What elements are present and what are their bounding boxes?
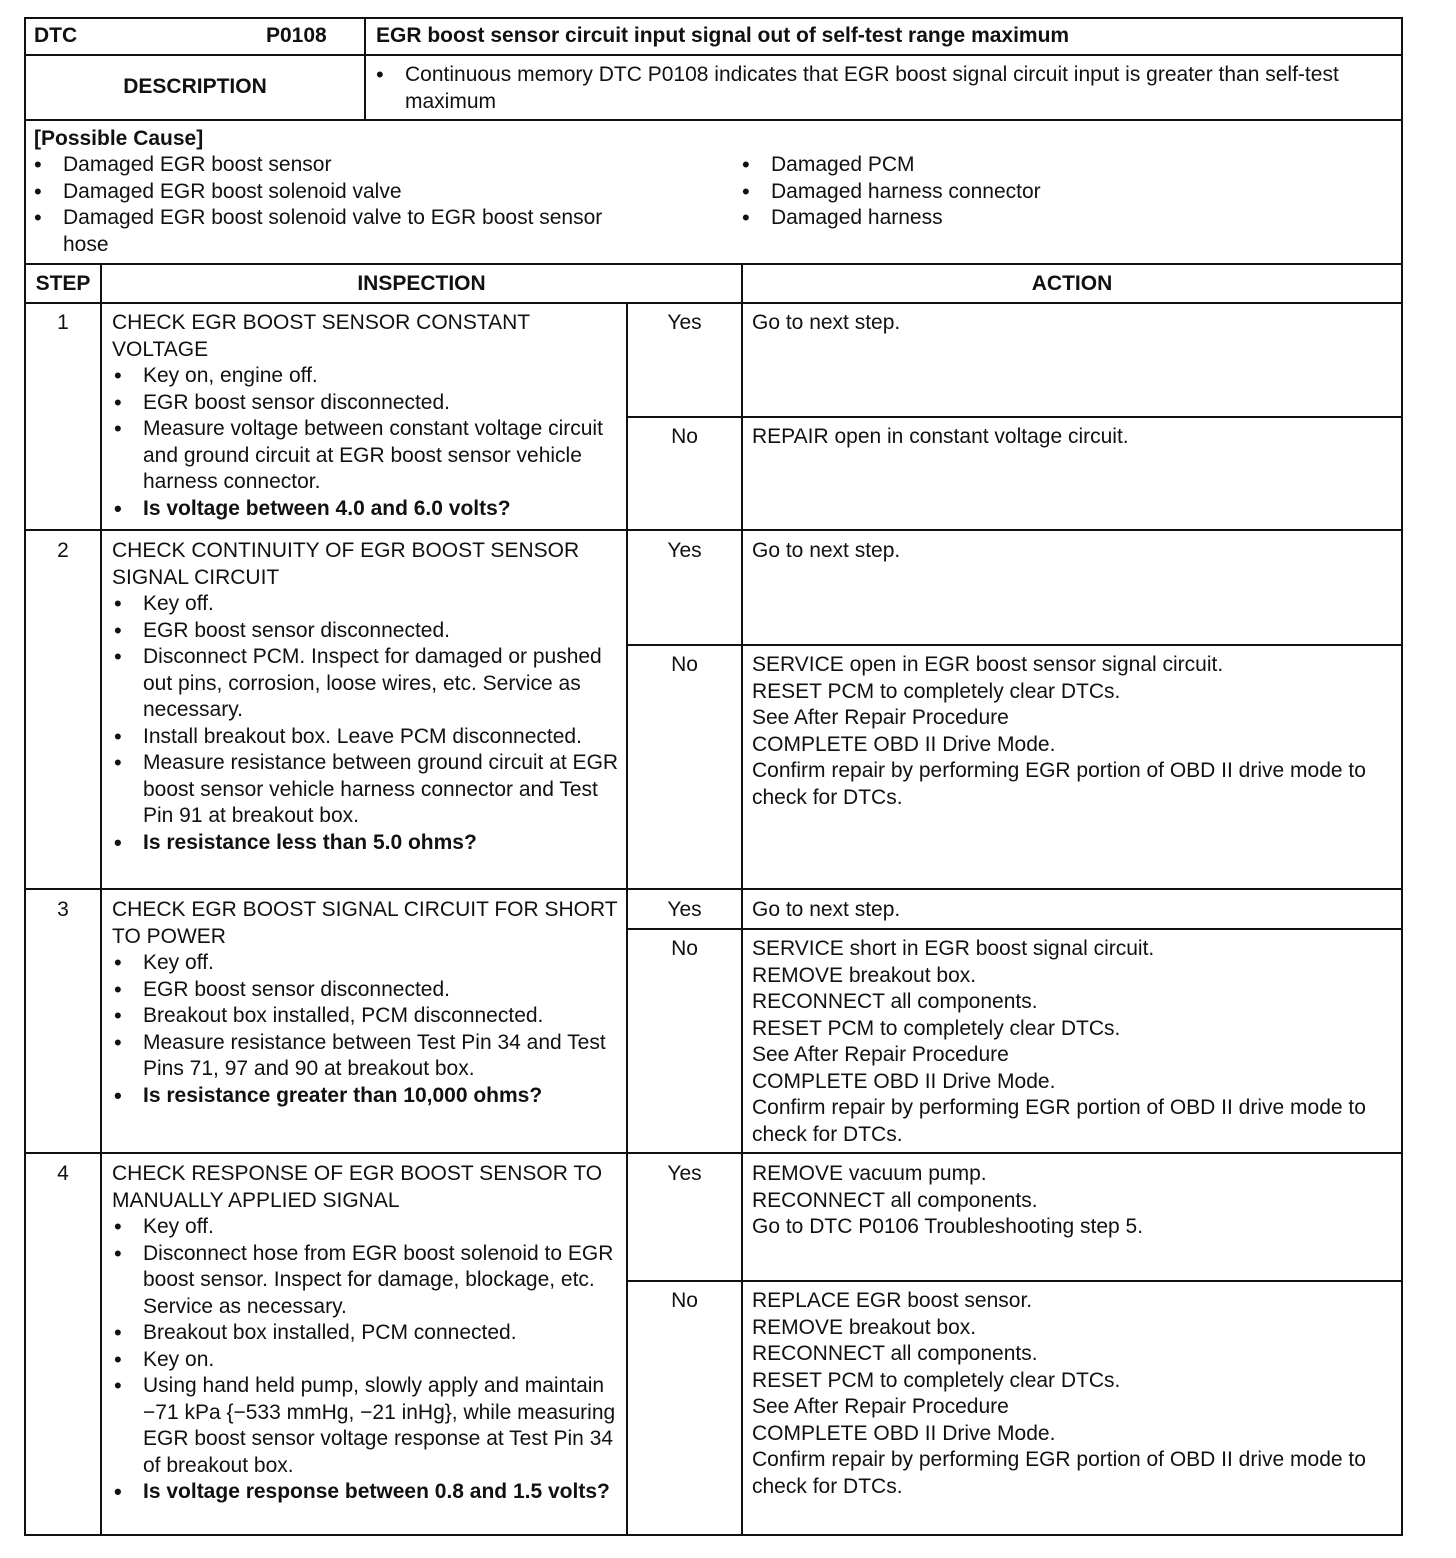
- dtc-label: DTC: [34, 24, 78, 47]
- yes-action: [752, 897, 1392, 924]
- no-action: [752, 652, 1392, 811]
- no-action: [752, 1288, 1392, 1500]
- action-line: RESET PCM to completely clear DTCs.: [752, 1368, 1121, 1392]
- cause-item: • Damaged harness: [740, 205, 1340, 232]
- action-line: See After Repair Procedure: [752, 1043, 1009, 1066]
- step-number: 4: [57, 1162, 69, 1185]
- action-line: RECONNECT all components.: [752, 1342, 1038, 1365]
- no-label: No: [671, 1289, 698, 1312]
- step-items: [112, 591, 622, 856]
- action-line: COMPLETE OBD II Drive Mode.: [752, 1421, 1056, 1445]
- step-item: • Measure resistance between ground circuit at EGR boost sensor vehicle harness connector and Test Pin 91 at breakout box.: [112, 750, 622, 830]
- step-inspection: [112, 1161, 622, 1506]
- action-line: REMOVE vacuum pump.: [752, 1162, 987, 1185]
- step-item: • Key off.: [112, 591, 622, 618]
- step-item: • Breakout box installed, PCM connected.: [112, 1320, 622, 1347]
- action-line: COMPLETE OBD II Drive Mode.: [752, 1069, 1056, 1093]
- step-number: 1: [57, 311, 69, 334]
- no-action: [752, 936, 1392, 1148]
- cause-item: • Damaged EGR boost sensor: [32, 152, 632, 179]
- step-number: 2: [57, 539, 69, 562]
- cause-item: • Damaged harness connector: [740, 179, 1340, 206]
- step-item: • EGR boost sensor disconnected.: [112, 618, 622, 645]
- yes-action: [752, 1161, 1392, 1241]
- action-line: REMOVE breakout box.: [752, 1315, 977, 1339]
- action-line: Confirm repair by performing EGR portion of OBD II drive mode to check for DTCs.: [752, 759, 1366, 809]
- action-line: REPLACE EGR boost sensor.: [752, 1289, 1033, 1312]
- step-item: • Key off.: [112, 950, 622, 977]
- step-inspection: [112, 897, 622, 1109]
- cause-item: • Damaged EGR boost solenoid valve to EGR boost sensor hose: [32, 205, 632, 258]
- yes-label: Yes: [667, 1162, 702, 1185]
- action-line: Go to next step.: [752, 898, 901, 921]
- action-line: REPAIR open in constant voltage circuit.: [752, 425, 1129, 448]
- step-title: CHECK RESPONSE OF EGR BOOST SENSOR TO MANUALLY APPLIED SIGNAL: [112, 1162, 603, 1212]
- column-inspection-header: INSPECTION: [357, 272, 486, 295]
- step-item: • Disconnect PCM. Inspect for damaged or pushed out pins, corrosion, loose wires, etc. Service as necessary.: [112, 644, 622, 724]
- step-question: • Is voltage between 4.0 and 6.0 volts?: [112, 496, 622, 523]
- step-items: [112, 950, 622, 1109]
- step-title: CHECK EGR BOOST SIGNAL CIRCUIT FOR SHORT TO POWER: [112, 898, 618, 948]
- action-line: Confirm repair by performing EGR portion of OBD II drive mode to check for DTCs.: [752, 1096, 1366, 1146]
- action-line: Confirm repair by performing EGR portion of OBD II drive mode to check for DTCs.: [752, 1448, 1366, 1498]
- step-question: • Is resistance less than 5.0 ohms?: [112, 830, 622, 857]
- possible-cause-title: [Possible Cause]: [34, 127, 204, 150]
- step-item: • Measure resistance between Test Pin 34 and Test Pins 71, 97 and 90 at breakout box.: [112, 1030, 622, 1083]
- step-number: 3: [57, 898, 69, 921]
- yes-action: [752, 310, 1392, 337]
- action-line: Go to DTC P0106 Troubleshooting step 5.: [752, 1215, 1144, 1238]
- yes-label: Yes: [667, 311, 702, 334]
- step-item: • Disconnect hose from EGR boost solenoid to EGR boost sensor. Inspect for damage, blockage, etc. Service as necessary.: [112, 1241, 622, 1321]
- step-item: • EGR boost sensor disconnected.: [112, 390, 622, 417]
- step-title: CHECK CONTINUITY OF EGR BOOST SENSOR SIGNAL CIRCUIT: [112, 539, 580, 589]
- step-item: • Breakout box installed, PCM disconnected.: [112, 1003, 622, 1030]
- possible-cause-right: [740, 152, 1340, 232]
- action-line: RECONNECT all components.: [752, 1188, 1038, 1212]
- description-list: [374, 62, 1384, 115]
- column-step-header: STEP: [35, 272, 91, 295]
- step-items: [112, 1214, 622, 1506]
- dtc-title: EGR boost sensor circuit input signal out of self-test range maximum: [376, 24, 1070, 47]
- action-line: Go to next step.: [752, 539, 901, 562]
- step-title: CHECK EGR BOOST SENSOR CONSTANT VOLTAGE: [112, 311, 530, 361]
- step-question: • Is voltage response between 0.8 and 1.5 volts?: [112, 1479, 622, 1506]
- no-label: No: [671, 937, 698, 960]
- action-line: RECONNECT all components.: [752, 990, 1038, 1013]
- step-item: • Using hand held pump, slowly apply and maintain −71 kPa {−533 mmHg, −21 inHg}, while measuring EGR boost sensor voltage response at Test Pin 34 of breakout box.: [112, 1373, 622, 1479]
- step-inspection: [112, 310, 622, 522]
- step-item: • Install breakout box. Leave PCM disconnected.: [112, 724, 622, 751]
- action-line: COMPLETE OBD II Drive Mode.: [752, 732, 1056, 756]
- yes-label: Yes: [667, 539, 702, 562]
- step-item: • Key on, engine off.: [112, 363, 622, 390]
- step-item: • EGR boost sensor disconnected.: [112, 977, 622, 1004]
- yes-action: [752, 538, 1392, 565]
- no-action: [752, 424, 1392, 451]
- no-label: No: [671, 425, 698, 448]
- description-label: DESCRIPTION: [123, 75, 267, 98]
- action-line: Go to next step.: [752, 311, 901, 334]
- description-item: • Continuous memory DTC P0108 indicates that EGR boost signal circuit input is greater than self-test maximum: [374, 62, 1384, 115]
- action-line: SERVICE open in EGR boost sensor signal circuit.: [752, 653, 1224, 676]
- action-line: REMOVE breakout box.: [752, 963, 977, 987]
- step-item: • Measure voltage between constant voltage circuit and ground circuit at EGR boost sensor vehicle harness connector.: [112, 416, 622, 496]
- action-line: RESET PCM to completely clear DTCs.: [752, 679, 1121, 703]
- step-item: • Key on.: [112, 1347, 622, 1374]
- step-question: • Is resistance greater than 10,000 ohms?: [112, 1083, 622, 1110]
- action-line: SERVICE short in EGR boost signal circuit.: [752, 937, 1155, 960]
- dtc-code: P0108: [266, 24, 327, 47]
- yes-label: Yes: [667, 898, 702, 921]
- cause-item: • Damaged PCM: [740, 152, 1340, 179]
- column-action-header: ACTION: [1031, 272, 1113, 295]
- action-line: RESET PCM to completely clear DTCs.: [752, 1016, 1121, 1040]
- possible-cause-left: [32, 152, 632, 258]
- cause-item: • Damaged EGR boost solenoid valve: [32, 179, 632, 206]
- no-label: No: [671, 653, 698, 676]
- action-line: See After Repair Procedure: [752, 706, 1009, 729]
- action-line: See After Repair Procedure: [752, 1395, 1009, 1418]
- step-item: • Key off.: [112, 1214, 622, 1241]
- step-inspection: [112, 538, 622, 856]
- step-items: [112, 363, 622, 522]
